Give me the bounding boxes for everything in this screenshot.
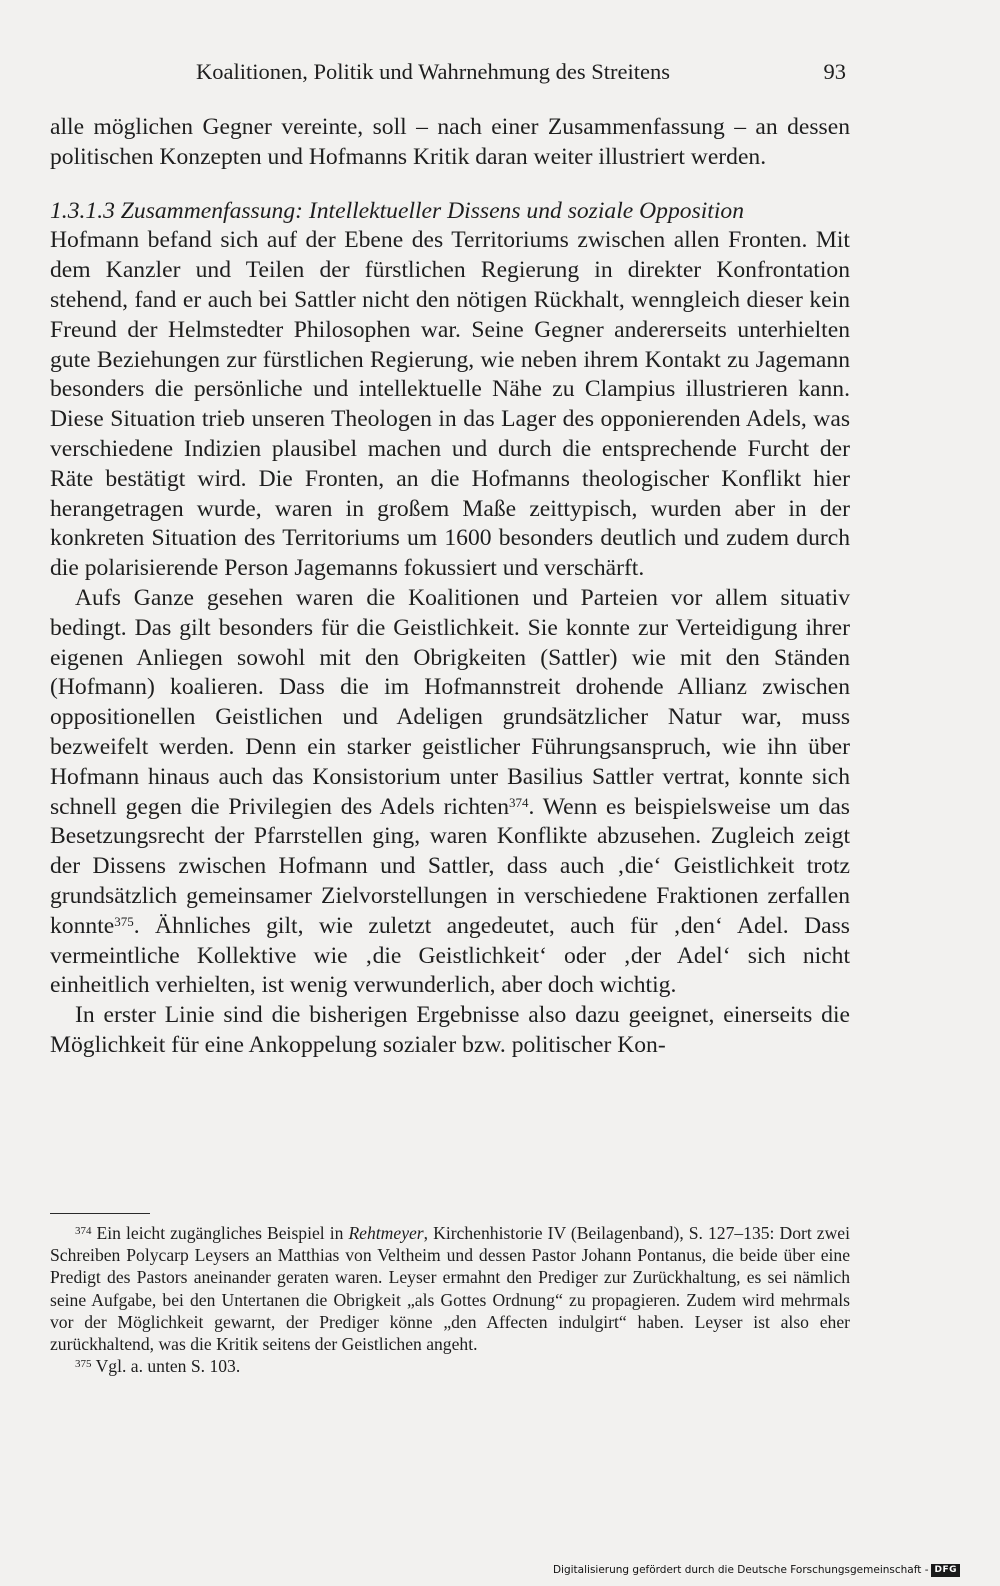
footnote-number-374: 374 [75,1225,92,1237]
paragraph-3-part-a: Aufs Ganze gesehen waren die Koalitionen und Parteien vor allem situativ bedingt. Das gilt besonders für die Geistlichkeit. Sie konnte zur Verteidigung ihrer eigenen Anliegen sowohl mit den Obrigkeiten (Sattler) wie mit den Ständen (Hofmann) koalieren. Dass die im Hofmannstreit drohende Allianz zwischen oppositionellen Geistlichen und Adeligen grundsätzlicher Natur war, muss bezweifelt werden. Denn ein starker geistlicher Führungsanspruch, wie ihn über Hofmann hinaus auch das Konsistorium unter Basilius Sattler vertrat, konnte sich schnell gegen die Privilegien des Adels richten [50,584,850,820]
paragraph-3 [50,584,850,1001]
footnote-ref-374: 374 [509,794,529,810]
footnote-374 [50,1222,850,1355]
footnote-375-text: Vgl. a. unten S. 103. [91,1356,241,1377]
digitization-note [553,1562,960,1578]
footnote-374-text-b: , Kirchenhistorie IV (Beilagenband), S. 127–135: Dort zwei Schreiben Polycarp Leysers an Matthias von Veltheim und dessen Pastor Johann Pontanus, die beide über eine Predigt des Pastors aneinander geraten waren. Leyser ermahnt den Prediger zur Zurückhaltung, es sei nämlich seine Aufgabe, bei den Untertanen die Obrigkeit „als Gottes Ordnung“ zu propagieren. Zudem wird mehrmals vor der Möglichkeit gewarnt, der Prediger könne „den Affecten indulgirt“ haben. Leyser ist also eher zurückhaltend, was die Kritik seitens der Geistlichen angeht. [50,1223,850,1355]
paragraph-1: alle möglichen Gegner vereinte, soll – nach einer Zusammenfassung – an dessen politischen Konzepten und Hofmanns Kritik daran weiter illustriert werden. [50,114,850,170]
page-number: 93 [823,59,846,84]
footnotes [50,1222,850,1377]
paragraph-3-part-c: . Ähnliches gilt, wie zuletzt angedeutet, auch für ‚den‘ Adel. Dass vermeintliche Kollektive wie ‚die Geistlichkeit‘ oder ‚der Adel‘ sich nicht einheitlich verhielten, ist wenig verwunderlich, aber doch wichtig. [50,912,850,999]
running-title: Koalitionen, Politik und Wahrnehmung des Streitens [196,59,670,84]
body-text [50,113,850,1061]
footnote-374-author: Rehtmeyer [348,1223,424,1243]
paragraph-3-part-b: . Wenn es beispielsweise um das Besetzungsrecht der Pfarrstellen ging, waren Konflikte abzusehen. Zugleich zeigt der Dissens zwischen Hofmann und Sattler, dass auch ‚die‘ Geistlichkeit trotz grundsätzlich gemeinsamer Zielvorstellungen in verschiedene Fraktionen zerfallen konnte [50,793,850,939]
dfg-logo: DFG [931,1564,960,1577]
footnote-375 [50,1355,850,1377]
digitization-text: Digitalisierung gefördert durch die Deutsche Forschungsgemeinschaft - [552,1564,929,1576]
footnote-374-text-a: Ein leicht zugängliches Beispiel in [91,1223,349,1243]
footnote-divider [50,1213,150,1214]
footnote-number-375: 375 [75,1358,92,1371]
section-heading: 1.3.1.3 Zusammenfassung: Intellektueller Dissens und soziale Opposition [50,197,745,224]
footnote-ref-375: 375 [114,913,134,929]
paragraph-2: Hofmann befand sich auf der Ebene des Territoriums zwischen allen Fronten. Mit dem Kanzler und Teilen der fürstlichen Regierung in direkter Konfrontation stehend, fand er auch bei Sattler nicht den nötigen Rückhalt, wenngleich dieser kein Freund der Helmstedter Philosophen war. Seine Gegner andererseits unterhielten gute Beziehungen zur fürstlichen Regierung, wie neben ihrem Kontakt zu Jagemann besonders die persönliche und intellektuelle Nähe zu Clampius illustrieren kann. Diese Situation trieb unseren Theologen in das Lager des opponierenden Adels, was verschiedene Indizien plausibel machen und durch die entsprechende Furcht der Räte bestätigt wird. Die Fronten, an die Hofmanns theologischer Konflikt hier herangetragen wurde, waren in großem Maße zeittypisch, wurden aber in der konkreten Situation des Territoriums um 1600 besonders deutlich und zudem durch die polarisierende Person Jagemanns fokussiert und verschärft. [50,227,850,582]
paragraph-4: In erster Linie sind die bisherigen Ergebnisse also dazu geeignet, einerseits die Möglichkeit für eine Ankoppelung sozialer bzw. politischer Kon- [50,1002,850,1058]
running-head [196,56,846,88]
